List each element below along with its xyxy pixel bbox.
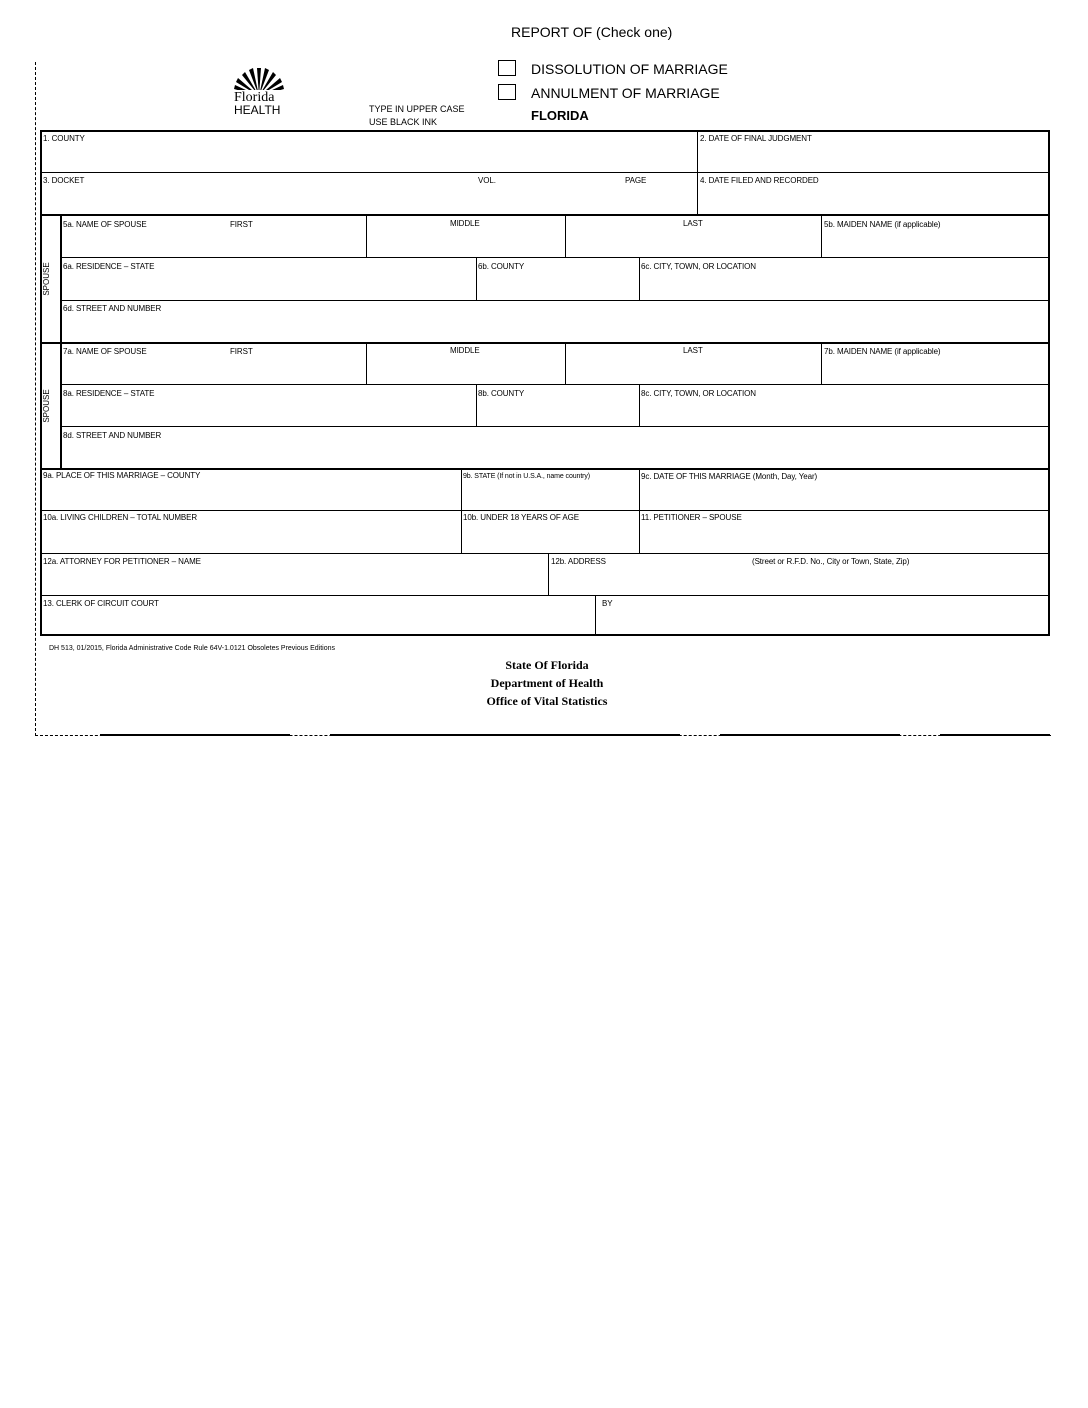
spouse2-street-field[interactable]: 8d. STREET AND NUMBER <box>63 431 162 440</box>
spouse2-first-label: FIRST <box>230 347 253 356</box>
under-18-field[interactable]: 10b. UNDER 18 YEARS OF AGE <box>463 513 579 522</box>
page-border-bottom-seg <box>330 734 680 736</box>
col-divider <box>366 214 367 257</box>
dissolution-label: DISSOLUTION OF MARRIAGE <box>531 61 728 77</box>
col-divider <box>639 468 640 553</box>
page-border-bottom-seg <box>940 734 1050 736</box>
col-divider <box>476 257 477 300</box>
logo-text-bottom: HEALTH <box>234 103 281 117</box>
attorney-field[interactable]: 12a. ATTORNEY FOR PETITIONER – NAME <box>43 557 201 566</box>
col-divider <box>565 214 566 257</box>
county-field[interactable]: 1. COUNTY <box>43 134 85 143</box>
row-divider <box>40 510 1050 511</box>
spouse1-county-field[interactable]: 6b. COUNTY <box>478 262 525 271</box>
office-line2: Department of Health <box>490 676 604 690</box>
col-divider <box>366 342 367 384</box>
row-divider <box>40 342 1050 344</box>
spouse1-last-field[interactable]: LAST <box>683 219 703 228</box>
spouse2-maiden-field[interactable]: 7b. MAIDEN NAME (if applicable) <box>824 347 941 356</box>
report-of-title: REPORT OF (Check one) <box>511 24 673 40</box>
docket-field[interactable]: 3. DOCKET <box>43 176 85 185</box>
clerk-field[interactable]: 13. CLERK OF CIRCUIT COURT <box>43 599 159 608</box>
date-final-judgment-field[interactable]: 2. DATE OF FINAL JUDGMENT <box>700 134 812 143</box>
page-border-bottom-seg <box>100 734 290 736</box>
page-border-bottom-seg <box>720 734 900 736</box>
instruction-line2: USE BLACK INK <box>369 117 438 127</box>
spouse1-residence-field[interactable]: 6a. RESIDENCE – STATE <box>63 262 155 271</box>
page-border-left <box>35 62 36 736</box>
spouse-side-divider <box>60 214 62 468</box>
row-divider <box>40 214 1050 216</box>
spouse2-middle-field[interactable]: MIDDLE <box>450 346 480 355</box>
col-divider <box>461 468 462 553</box>
place-marriage-field[interactable]: 9a. PLACE OF THIS MARRIAGE – COUNTY <box>43 471 201 480</box>
spouse2-city-field[interactable]: 8c. CITY, TOWN, OR LOCATION <box>641 389 756 398</box>
row-divider <box>61 257 1050 258</box>
address-field[interactable]: 12b. ADDRESS <box>551 557 606 566</box>
row-divider <box>61 384 1050 385</box>
logo-text-top: Florida <box>234 90 275 105</box>
row-divider <box>40 553 1050 554</box>
spouse1-city-field[interactable]: 6c. CITY, TOWN, OR LOCATION <box>641 262 756 271</box>
spouse2-county-field[interactable]: 8b. COUNTY <box>478 389 525 398</box>
annulment-label: ANNULMENT OF MARRIAGE <box>531 85 720 101</box>
col-divider <box>639 384 640 426</box>
annulment-checkbox[interactable] <box>498 84 516 100</box>
row-divider <box>40 595 1050 596</box>
row-divider <box>40 172 1050 173</box>
state-marriage-field[interactable]: 9b. STATE (If not in U.S.A., name country) <box>463 473 591 480</box>
spouse1-maiden-field[interactable]: 5b. MAIDEN NAME (if applicable) <box>824 220 941 229</box>
state-heading: FLORIDA <box>531 108 589 123</box>
instruction-line1: TYPE IN UPPER CASE <box>369 104 465 114</box>
spouse1-first-label: FIRST <box>230 220 253 229</box>
row-divider <box>61 300 1050 301</box>
office-line3: Office of Vital Statistics <box>486 694 608 708</box>
date-marriage-field[interactable]: 9c. DATE OF THIS MARRIAGE (Month, Day, Year) <box>641 472 818 481</box>
living-children-field[interactable]: 10a. LIVING CHILDREN – TOTAL NUMBER <box>43 513 198 522</box>
col-divider <box>565 342 566 384</box>
spouse2-name-field[interactable]: 7a. NAME OF SPOUSE <box>63 347 147 356</box>
col-divider <box>476 384 477 426</box>
row-divider <box>40 468 1050 470</box>
date-filed-field[interactable]: 4. DATE FILED AND RECORDED <box>700 176 819 185</box>
col-divider <box>821 214 822 257</box>
by-field[interactable]: BY <box>602 599 613 608</box>
col-divider <box>697 130 698 214</box>
dissolution-checkbox[interactable] <box>498 60 516 76</box>
spouse2-last-field[interactable]: LAST <box>683 346 703 355</box>
spouse2-residence-field[interactable]: 8a. RESIDENCE – STATE <box>63 389 155 398</box>
petitioner-field[interactable]: 11. PETITIONER – SPOUSE <box>641 513 742 522</box>
spouse1-name-field[interactable]: 5a. NAME OF SPOUSE <box>63 220 147 229</box>
col-divider <box>639 257 640 300</box>
col-divider <box>595 595 596 636</box>
col-divider <box>548 553 549 595</box>
spouse1-street-field[interactable]: 6d. STREET AND NUMBER <box>63 304 162 313</box>
florida-health-logo <box>232 66 286 118</box>
spouse1-side-label: SPOUSE <box>42 262 51 296</box>
row-divider <box>61 426 1050 427</box>
vol-field[interactable]: VOL. <box>478 176 496 185</box>
spouse2-side-label: SPOUSE <box>42 389 51 423</box>
spouse1-middle-field[interactable]: MIDDLE <box>450 219 480 228</box>
office-line1: State Of Florida <box>505 658 589 672</box>
page-field[interactable]: PAGE <box>625 176 647 185</box>
col-divider <box>821 342 822 384</box>
form-id: DH 513, 01/2015, Florida Administrative Code Rule 64V-1.0121 Obsoletes Previous Editions <box>49 645 335 652</box>
address-hint: (Street or R.F.D. No., City or Town, State, Zip) <box>752 557 910 566</box>
